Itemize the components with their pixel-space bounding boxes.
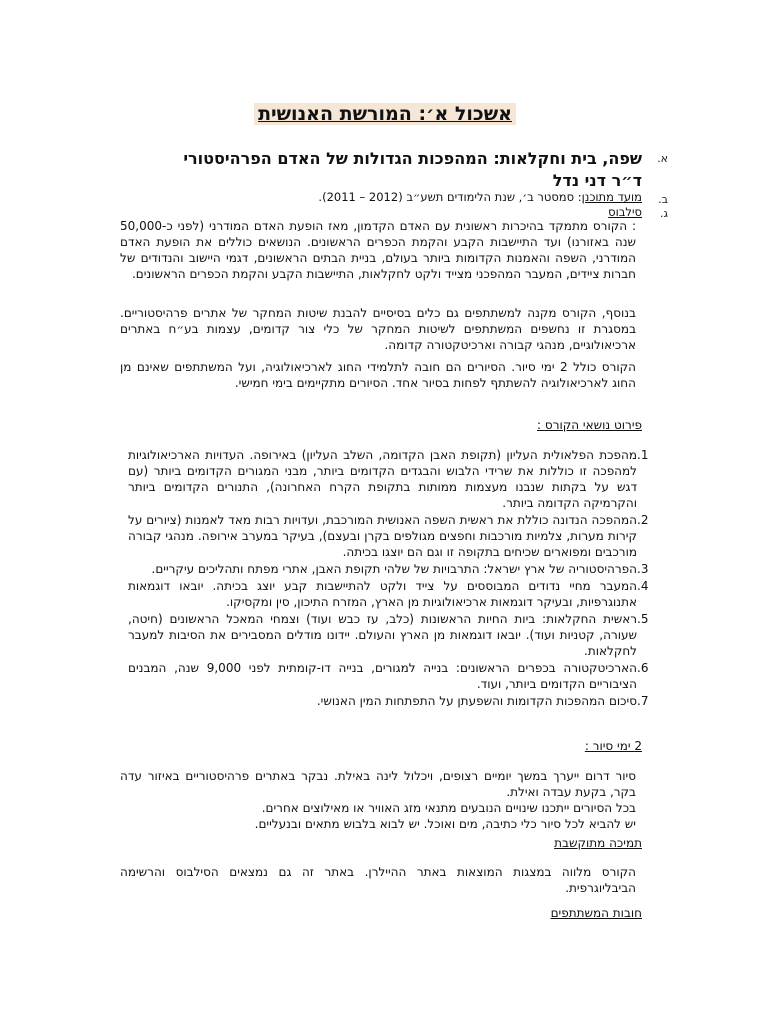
topic-number: 5.	[637, 612, 649, 626]
topics-heading: פירוט נושאי הקורס :	[537, 418, 642, 432]
support-text: הקורס מלווה במצגות המוצאות באתר ההיילרן. באתר זה גם נמצאים הסילבוס והרשימה הביבליוגרפית.	[120, 865, 636, 895]
topic-number: 1.	[637, 448, 649, 462]
topic-number: 6.	[637, 661, 649, 675]
page-title	[0, 103, 770, 125]
date-value: : סמסטר ב׳, שנת הלימודים תשע״ב (2012 – 2011).	[318, 190, 582, 204]
marker-a: א.	[657, 152, 668, 165]
list-item	[120, 578, 663, 610]
course-date	[318, 190, 642, 204]
tours-text	[120, 768, 636, 832]
course-name: שפה, בית וחקלאות: המהפכות הגדולות של האדם הפרהיסטורי	[183, 149, 642, 168]
list-item	[120, 611, 663, 659]
marker-b: ב.	[658, 193, 668, 206]
topic-number: 3.	[637, 562, 649, 576]
topic-number: 4.	[637, 579, 649, 593]
marker-c: ג.	[659, 207, 668, 220]
list-item	[120, 447, 663, 511]
date-label: מועד מתוכנן	[581, 190, 642, 204]
syllabus-label: סילבוס	[608, 205, 642, 219]
title-text: אשכול א׳: המורשת האנושית	[254, 103, 516, 125]
tours-heading: 2 ימי סיור :	[584, 739, 642, 753]
tours-line-3: יש להביא לכל סיור כלי כתיבה, מים ואוכל. יש לבוא בלבוש מתאים ובנעליים.	[254, 817, 636, 831]
topic-text: המעבר מחיי נדודים המבוססים על צייד ולקט להתיישבות קבע יוצג בכיתה. יובאו דוגמאות אתנוגרפיות, ובעיקר דוגמאות ארכיאולוגיות מן הארץ, המזרח התיכון, סין ומקסיקו.	[128, 579, 637, 609]
topic-text: מהפכת הפלאולית העליון (תקופת האבן הקדומה, השלב העליון) באירופה. העדויות הארכיאולוגיות למהפכה זו כוללות את שרידי הלבוש והבגדים הקדומים ביותר, מבני המגורים הקדומים ביותר (עם דגש על בקתות שנבנו מעצמות ממותות בתקופת הקרח האחרונה), התנורים הקדומים ביותר והקרמיקה הקדומה ביותר.	[128, 448, 637, 510]
list-item	[120, 512, 663, 560]
obligations-heading: חובות המשתתפים	[550, 906, 642, 920]
tours-line-1: סיור דרום ייערך במשך יומיים רצופים, ויכלול לינה באילת. נבקר באתרים פרהיסטוריים באיזור עדה בקר, בקעת עבדה ואילת.	[120, 769, 636, 799]
topic-number: 7.	[637, 694, 649, 708]
list-item	[120, 660, 663, 692]
list-item	[120, 561, 663, 577]
topic-text: המהפכה הנדונה כוללת את ראשית השפה האנושית המורכבת, ועדויות רבות מאד לאמנות (ציורים על קירות מערות, צלמיות מורכבות וחפצים מגולפים בקרן ובעצם), בעיקר במערב אירופה. מנהגי קבורה מורכבים ומפוארים שכיחים בתקופה זו וגם הם יוצגו בכיתה.	[128, 513, 637, 559]
tours-line-2: בכל הסיורים ייתכנו שינויים הנובעים מתנאי מזג האוויר או מאילוצים אחרים.	[261, 801, 636, 815]
topics-list	[120, 447, 663, 709]
support-heading: תמיכה מתוקשבת	[554, 836, 642, 850]
syllabus-paragraph-1: : הקורס מתמקד בהיכרות ראשונית עם האדם הקדמון, מאז הופעת האדם המודרני (לפני כ-50,000 שנה באזורנו) ועד התיישבות הקבע והקמת הכפרים הראשונים. הנושאים כוללים את הופעת האדם המודרני, השפה והאמנות הקדומות ביותר בעולם, בניית הבתים הראשונים, דגמי היישוב והנדודים של חברות ציידים, המעבר המהפכני מצייד ולקט לחקלאות, התיישבות הקבע והקמת הכפרים הראשונים.	[120, 219, 636, 281]
topic-text: ראשית החקלאות: ביות החיות הראשונות (כלב, עז כבש ועוד) וצמחי המאכל הראשונים (חיטה, שעורה, קטניות ועוד). יובאו דוגמאות מן הארץ והעולם. יידונו מודלים המסבירים את הסיבות למעבר לחקלאות.	[128, 612, 637, 658]
topic-text: הארכיטקטורה בכפרים הראשונים: בנייה למגורים, בנייה דו-קומתית לפני 9,000 שנה, המבנים הציבוריים הקדומים ביותר, ועוד.	[128, 661, 638, 691]
syllabus-label-line	[608, 205, 642, 219]
syllabus-paragraph-3: הקורס כולל 2 ימי סיור. הסיורים הם חובה לתלמידי החוג לארכיאולוגיה, ועל המשתתפים שאינם מן החוג לארכיאולוגיה להשתתף לפחות בסיור אחד. הסיורים מתקיימים בימי חמישי.	[120, 360, 636, 390]
topic-text: סיכום המהפכות הקדומות והשפעתן על התפתחות המין האנושי.	[316, 694, 637, 708]
list-item	[120, 693, 663, 709]
lecturer-name: ד״ר דני נדל	[552, 171, 642, 190]
topic-text: הפרהיסטוריה של ארץ ישראל: התרבויות של שלהי תקופת האבן, אתרי מפתח ותהליכים עיקריים.	[151, 562, 637, 576]
syllabus-paragraph-2: בנוסף, הקורס מקנה למשתתפים גם כלים בסיסיים להבנת שיטות המחקר של אתרים פרהיסטוריים. במסגרת זו נחשפים המשתתפים לשיטות המחקר של כלי צור קדומים, עצמות בע״ח באתרים ארכיאולוגיים, מנהגי קבורה וארכיטקטורה קדומה.	[120, 306, 636, 352]
topic-number: 2.	[637, 513, 649, 527]
